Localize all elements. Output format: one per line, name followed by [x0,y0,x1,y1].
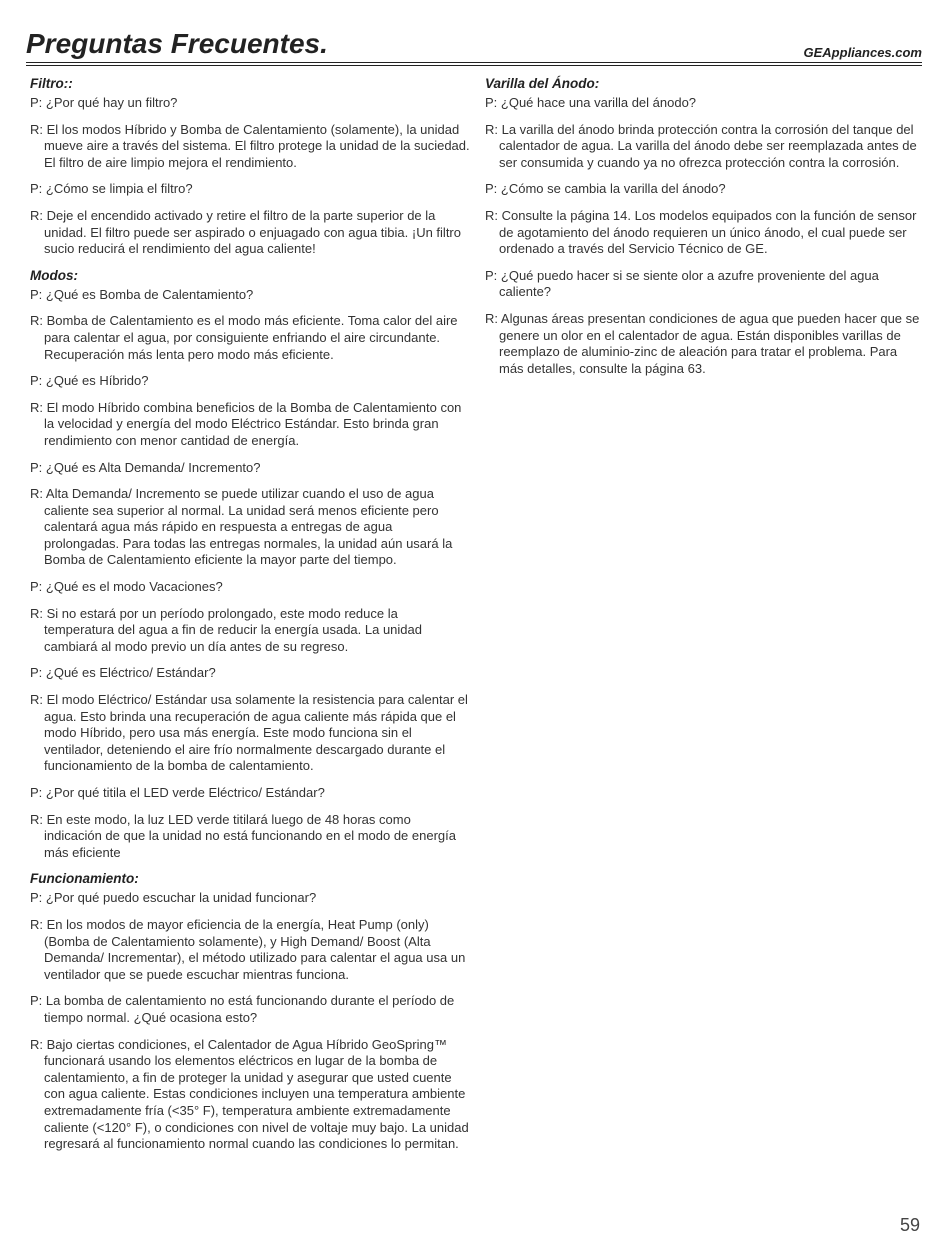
answer: R: Si no estará por un período prolongado, este modo reduce la temperatura del agua a fin de reducir la energía usada. La unidad cambiará al modo previo un día antes de su regreso. [30,605,422,654]
question: P: ¿Cómo se limpia el filtro? [30,181,193,197]
answer: R: Consulte la página 14. Los modelos equipados con la función de sensor de agotamiento del ánodo requieren un único ánodo, el cual puede ser ordenado a través del Servicio Técnico de GE. [485,207,917,257]
answer: R: Algunas áreas presentan condiciones de agua que pueden hacer que se genere un olor en el calentador de agua. Están disponibles varillas de reemplazo de aluminio-zinc de aleación para tratar el problema. Para más detalles, consulte la página 63. [485,310,920,376]
section-filtro [30,76,470,258]
section-modos [30,268,470,862]
question: P: ¿Por qué hay un filtro? [30,95,178,110]
answer: R: En este modo, la luz LED verde titilará luego de 48 horas como indicación de que la unidad no está funcionando en el modo de energía más eficiente [30,811,456,860]
question: P: ¿Qué hace una varilla del ánodo? [485,95,697,110]
question: P: ¿Qué es Eléctrico/ Estándar? [30,665,216,681]
section-heading: Filtro:: [30,76,73,91]
page-header [26,28,922,66]
answer: R: Bajo ciertas condiciones, el Calentador de Agua Híbrido GeoSpring™ funcionará usando los elementos eléctricos en lugar de la bomba de calentamiento, a fin de proteger la unidad y asegurar que usted cuente con agua caliente. Estas condiciones incluyen una temperatura ambiente extremadamente fría (<35° F), temperatura ambiente extremadamente caliente (<120° F), o condiciones con nivel de voltaje muy bajo. La unidad regresará al funcionamiento normal cuando las condiciones lo permitan. [30,1036,469,1152]
left-column [30,76,470,1163]
answer: R: El los modos Híbrido y Bomba de Calentamiento (solamente), la unidad mueve aire a través del sistema. El filtro protege la unidad de la suciedad. El filtro de aire limpio mejora el rendimiento. [30,121,470,170]
section-varilla-anodo [485,76,925,377]
answer: R: Alta Demanda/ Incremento se puede utilizar cuando el uso de agua caliente sea superior al normal. La unidad será menos eficiente pero calentará agua más rápido en respuesta a entregas de agua prolongadas. Para todas las entregas normales, la unidad aún usará la Bomba de Calentamiento eficiente la mayor parte del tiempo. [30,486,453,568]
question: P: ¿Cómo se cambia la varilla del ánodo? [485,181,726,197]
answer: R: Bomba de Calentamiento es el modo más eficiente. Toma calor del aire para calentar el agua, por consiguiente enfriando el aire circundante. Recuperación más lenta pero modo más eficiente. [30,313,458,362]
question: P: ¿Por qué puedo escuchar la unidad funcionar? [30,890,317,906]
question: P: ¿Qué puedo hacer si se siente olor a azufre proveniente del agua caliente? [485,267,879,300]
page-title: Preguntas Frecuentes. [26,28,328,59]
question: P: ¿Qué es Híbrido? [30,373,149,389]
right-column [485,76,925,387]
answer: R: El modo Híbrido combina beneficios de la Bomba de Calentamiento con la velocidad y energía del modo Eléctrico Estándar. Esto brinda gran rendimiento con menor cantidad de energía. [30,399,462,448]
section-heading: Funcionamiento: [30,871,139,887]
answer: R: La varilla del ánodo brinda protección contra la corrosión del tanque del calentador de agua. La varilla del ánodo debe ser reemplazada antes de ser consumida y cuando ya no ofrezca protección contra la corrosión. [485,121,917,170]
section-heading: Modos: [30,267,78,283]
section-heading: Varilla del Ánodo: [485,76,600,91]
website-url: GEAppliances.com [803,45,922,60]
question: P: ¿Qué es el modo Vacaciones? [30,579,223,595]
question: P: La bomba de calentamiento no está funcionando durante el período de tiempo normal. ¿Qué ocasiona esto? [30,993,455,1025]
answer: R: Deje el encendido activado y retire el filtro de la parte superior de la unidad. El filtro puede ser aspirado o enjuagado con agua tibia. ¡Un filtro sucio reducirá el rendimiento del agua caliente! [30,207,461,257]
question: P: ¿Qué es Bomba de Calentamiento? [30,286,254,302]
section-funcionamiento [30,871,470,1152]
question: P: ¿Por qué titila el LED verde Eléctrico/ Estándar? [30,785,325,800]
question: P: ¿Qué es Alta Demanda/ Incremento? [30,459,261,475]
answer: R: En los modos de mayor eficiencia de la energía, Heat Pump (only) (Bomba de Calentamiento solamente), y High Demand/ Boost (Alta Demanda/ Incrementar), el método utilizado para calentar el agua usa un ventilador que se puede escuchar mientras funciona. [30,916,466,982]
page-number: 59 [899,1215,920,1235]
answer: R: El modo Eléctrico/ Estándar usa solamente la resistencia para calentar el agua. Esto brinda una recuperación de agua caliente más rápida que el modo Híbrido, pero usa más energía. Este modo funciona sin el ventilador, deteniendo el aire frío normalmente descargado durante el funcionamiento de la bomba de calentamiento. [30,692,468,774]
